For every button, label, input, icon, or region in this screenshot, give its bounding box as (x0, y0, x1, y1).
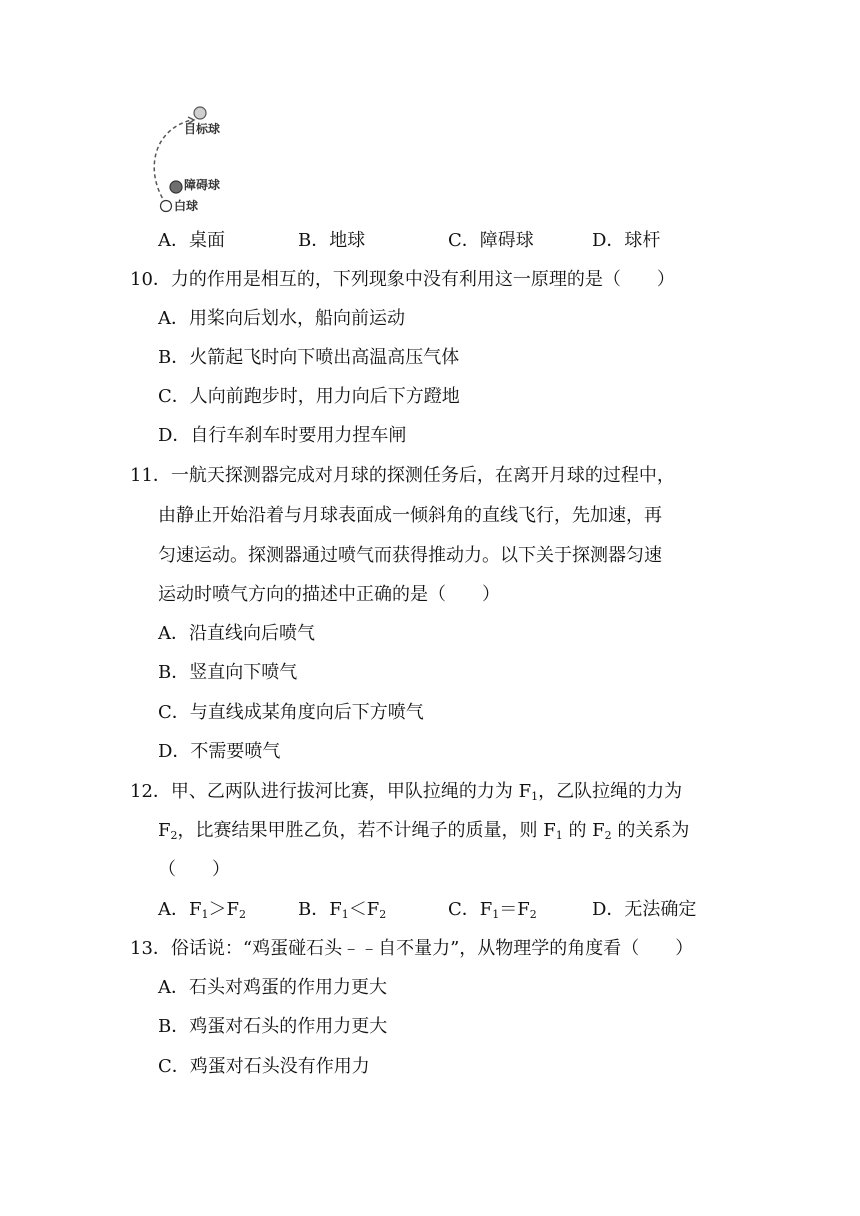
q12-stem-line-2: $F_2$，比赛结果甲胜乙负，若不计绳子的质量，则 $F_1$ 的 $F_2$ 的关系为 (158, 820, 690, 842)
billiard-path-diagram (148, 100, 258, 218)
q11-stem-line-1: 11．一航天探测器完成对月球的探测任务后，在离开月球的过程中， (130, 465, 675, 486)
q10-option-a: A．用桨向后划水，船向前运动 (158, 308, 405, 329)
q12-stem-line-1: 12．甲、乙两队进行拔河比赛，甲队拉绳的力为 $F_1$，乙队拉绳的力为 (130, 781, 683, 803)
q11-stem-line-2: 由静止开始沿着与月球表面成一倾斜角的直线飞行，先加速，再 (158, 505, 662, 526)
q10-option-b: B．火箭起飞时向下喷出高温高压气体 (158, 347, 460, 368)
obstacle-ball-icon (170, 181, 182, 193)
q11-option-a: A．沿直线向后喷气 (158, 623, 315, 644)
obstacle-ball-label: 障碍球 (184, 178, 221, 192)
q9-option-c: C．障碍球 (448, 230, 534, 251)
q9-option-a: A．桌面 (158, 230, 225, 251)
q12-options-row (158, 898, 718, 922)
q11-stem-line-3: 匀速运动。探测器通过喷气而获得推动力。以下关于探测器匀速 (158, 545, 662, 566)
q13-option-b: B．鸡蛋对石头的作用力更大 (158, 1016, 388, 1037)
q13-option-c: C．鸡蛋对石头没有作用力 (158, 1056, 370, 1077)
q11-option-b: B．竖直向下喷气 (158, 662, 298, 683)
q9-option-b: B．地球 (298, 230, 366, 251)
q13-option-a: A．石头对鸡蛋的作用力更大 (158, 977, 387, 998)
q11-option-c: C．与直线成某角度向后下方喷气 (158, 702, 424, 723)
target-ball-label: 目标球 (184, 122, 221, 136)
white-ball-label: 白球 (174, 199, 199, 213)
q11-stem-line-4: 运动时喷气方向的描述中正确的是（ ） (158, 584, 500, 605)
target-ball-icon (194, 107, 206, 119)
q11-option-d: D．不需要喷气 (158, 741, 281, 762)
white-ball-icon (161, 201, 172, 212)
q12-option-c: C．$F_1=F_2$ (448, 899, 537, 921)
q13-stem: 13．俗话说：“鸡蛋碰石头﹣﹣自不量力”，从物理学的角度看（ ） (130, 938, 694, 959)
q12-option-d: D．无法确定 (592, 899, 697, 920)
billiard-figure (148, 100, 258, 218)
q10-option-c: C．人向前跑步时，用力向后下方蹬地 (158, 386, 460, 407)
q9-options-row (158, 229, 718, 253)
q12-option-b: B．$F_1<F_2$ (298, 899, 387, 921)
q12-option-a: A．$F_1>F_2$ (158, 899, 246, 921)
q12-stem-line-3: （ ） (158, 859, 230, 880)
q10-stem: 10．力的作用是相互的，下列现象中没有利用这一原理的是（ ） (130, 269, 675, 290)
q9-option-d: D．球杆 (592, 230, 661, 251)
q10-option-d: D．自行车刹车时要用力捏车闸 (158, 425, 407, 446)
